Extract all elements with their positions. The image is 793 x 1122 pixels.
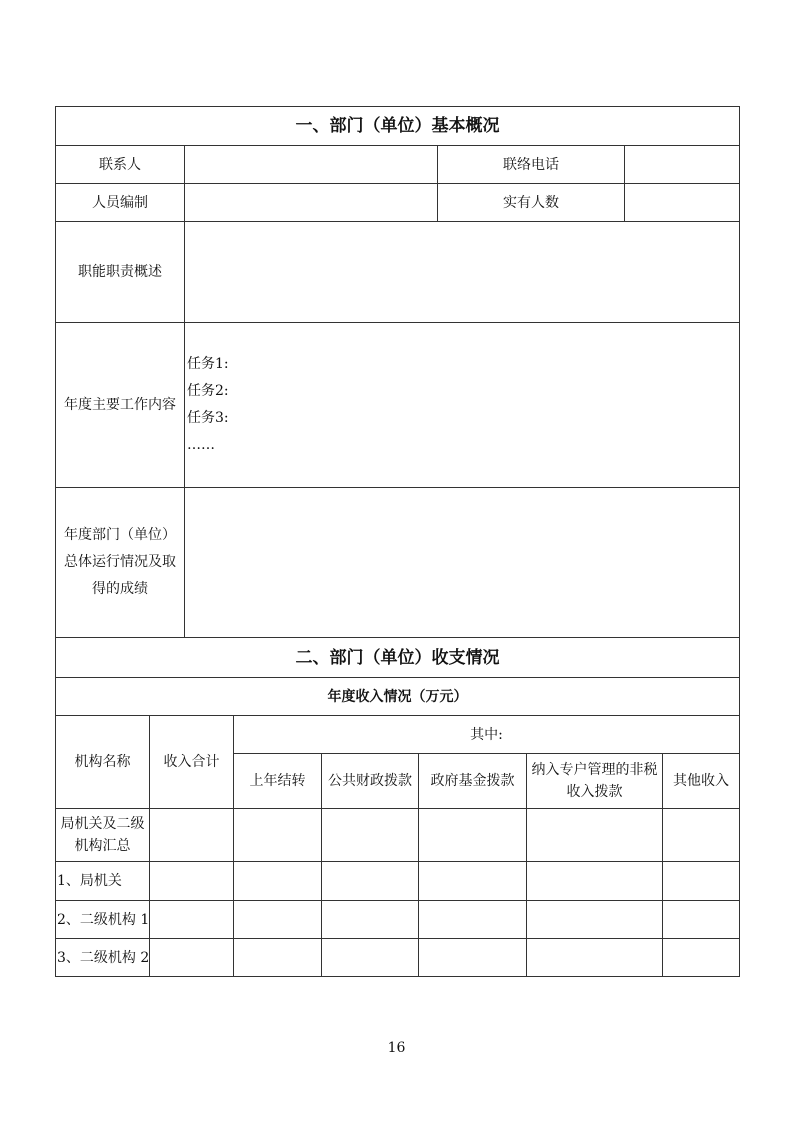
header-of-which: 其中: — [233, 715, 740, 754]
header-sub-0: 上年结转 — [233, 753, 322, 809]
section1-title: 一、部门（单位）基本概况 — [55, 106, 740, 146]
row-label: 局机关及二级机构汇总 — [55, 808, 150, 862]
header-sub-1: 公共财政拨款 — [321, 753, 419, 809]
income-subtitle: 年度收入情况（万元） — [55, 677, 740, 716]
table-cell[interactable] — [233, 900, 322, 939]
table-cell[interactable] — [149, 808, 234, 862]
header-org: 机构名称 — [55, 715, 150, 809]
table-cell[interactable] — [526, 861, 663, 901]
header-total: 收入合计 — [149, 715, 234, 809]
work-field[interactable] — [184, 322, 740, 488]
contact-label: 联系人 — [55, 145, 185, 184]
table-cell[interactable] — [321, 900, 419, 939]
table-cell[interactable] — [149, 900, 234, 939]
table-cell[interactable] — [233, 938, 322, 977]
task-3: 任务3: — [187, 410, 229, 426]
phone-label: 联络电话 — [437, 145, 625, 184]
contact-field[interactable] — [184, 145, 438, 184]
duties-label: 职能职责概述 — [55, 221, 185, 323]
header-sub-4: 其他收入 — [662, 753, 740, 809]
table-cell[interactable] — [418, 861, 527, 901]
table-cell[interactable] — [662, 938, 740, 977]
table-cell[interactable] — [321, 808, 419, 862]
header-sub-2: 政府基金拨款 — [418, 753, 527, 809]
table-cell[interactable] — [418, 938, 527, 977]
table-cell[interactable] — [526, 938, 663, 977]
duties-field[interactable] — [184, 221, 740, 323]
row-label: 1、局机关 — [55, 861, 150, 901]
section2-title: 二、部门（单位）收支情况 — [55, 637, 740, 678]
table-cell[interactable] — [526, 900, 663, 939]
table-cell[interactable] — [526, 808, 663, 862]
phone-field[interactable] — [624, 145, 740, 184]
table-cell[interactable] — [662, 808, 740, 862]
row-label: 2、二级机构 1 — [55, 900, 150, 939]
table-cell[interactable] — [418, 900, 527, 939]
table-cell[interactable] — [233, 808, 322, 862]
actual-field[interactable] — [624, 183, 740, 222]
performance-field[interactable] — [184, 487, 740, 638]
task-2: 任务2: — [187, 383, 229, 399]
table-cell[interactable] — [233, 861, 322, 901]
table-cell[interactable] — [662, 900, 740, 939]
actual-label: 实有人数 — [437, 183, 625, 222]
table-cell[interactable] — [321, 861, 419, 901]
table-cell[interactable] — [149, 938, 234, 977]
work-label: 年度主要工作内容 — [55, 322, 185, 488]
staffing-label: 人员编制 — [55, 183, 185, 222]
table-cell[interactable] — [662, 861, 740, 901]
staffing-field[interactable] — [184, 183, 438, 222]
table-cell[interactable] — [418, 808, 527, 862]
page-number: 16 — [387, 1040, 406, 1056]
table-cell[interactable] — [149, 861, 234, 901]
task-ellipsis: …… — [187, 437, 215, 453]
task-1: 任务1: — [187, 356, 229, 372]
header-sub-3: 纳入专户管理的非税收入拨款 — [526, 753, 663, 809]
performance-label: 年度部门（单位）总体运行情况及取得的成绩 — [55, 487, 185, 638]
row-label: 3、二级机构 2 — [55, 938, 150, 977]
table-cell[interactable] — [321, 938, 419, 977]
